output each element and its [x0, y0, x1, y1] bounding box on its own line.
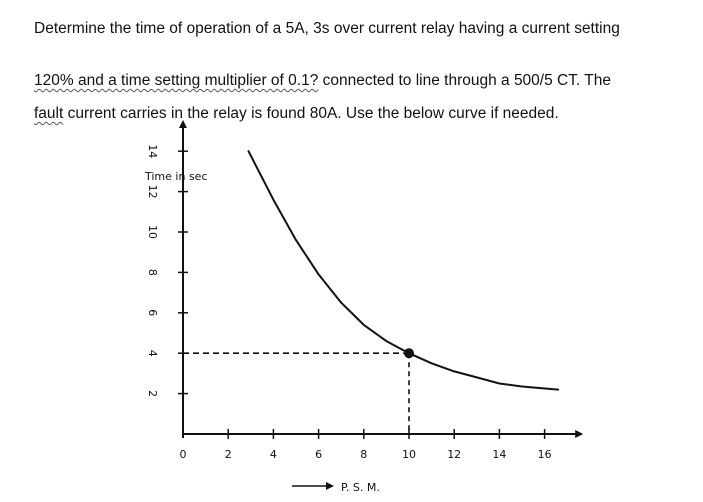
y-tick-label: 12 [146, 184, 159, 199]
question-line-3-flagged-word: fault [34, 105, 64, 122]
question-line-2-flagged-text: 120% and a time setting multiplier of 0.1? [34, 72, 319, 89]
y-tick-label: 14 [146, 144, 159, 159]
question-line-1: Determine the time of operation of a 5A, 3s over current relay having a current setting [34, 20, 620, 37]
x-tick-label: 16 [537, 448, 552, 461]
x-tick-label: 14 [492, 448, 507, 461]
chart-axes [183, 124, 579, 438]
chart-ticks [146, 144, 552, 461]
x-origin-label: 0 [179, 448, 187, 461]
x-tick-label: 2 [224, 448, 232, 461]
question-line-3-text: current carries in the relay is found 80A. Use the below curve if needed. [63, 105, 559, 122]
x-axis-label: P. S. M. [341, 481, 380, 494]
y-axis-label: Time in sec [145, 170, 208, 183]
chart-guides [183, 353, 409, 434]
question-line-2-text: connected to line through a 500/5 CT. The [318, 72, 612, 89]
y-tick-label: 4 [146, 349, 159, 357]
y-tick-label: 10 [146, 225, 159, 239]
x-tick-label: 10 [402, 448, 416, 461]
x-tick-label: 12 [447, 448, 462, 461]
x-tick-label: 8 [360, 448, 368, 461]
marked-point [404, 348, 414, 358]
y-tick-label: 8 [146, 268, 159, 276]
x-tick-label: 4 [269, 448, 277, 461]
y-tick-label: 6 [146, 309, 159, 317]
x-tick-label: 6 [315, 448, 323, 461]
y-tick-label: 2 [146, 390, 159, 398]
